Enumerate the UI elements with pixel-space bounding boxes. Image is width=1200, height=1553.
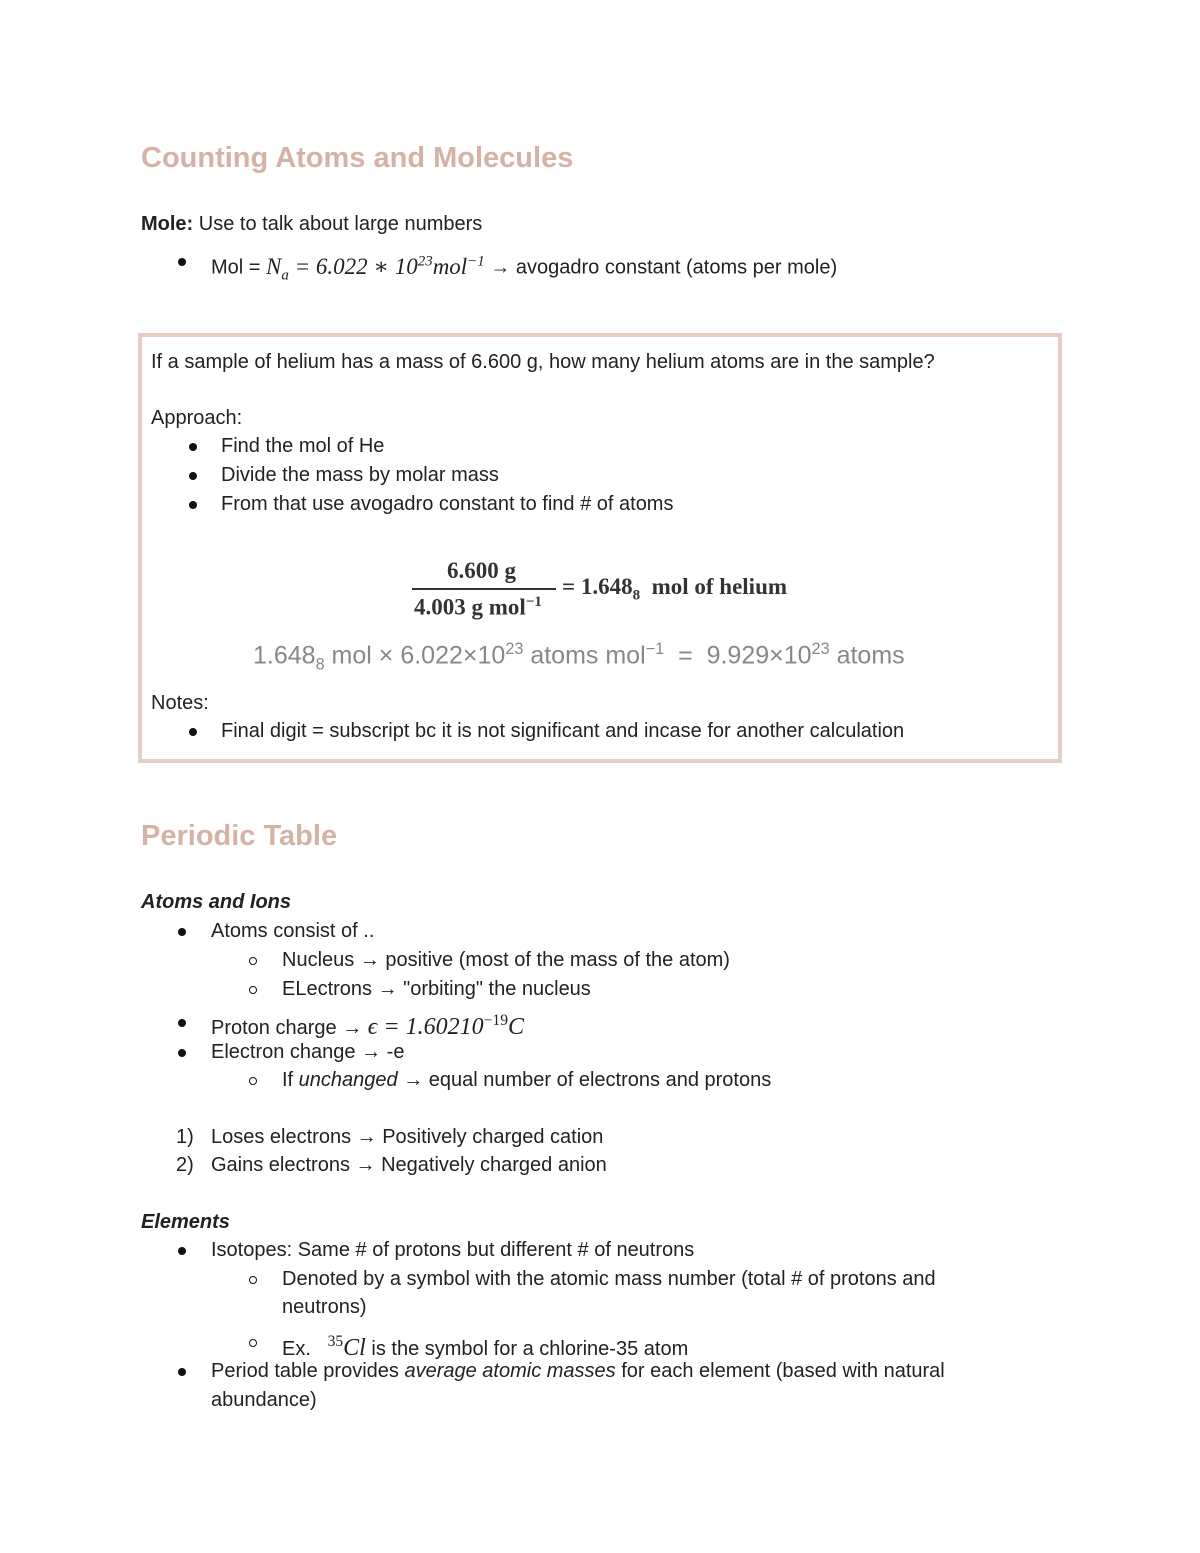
subheading-elements: Elements [141,1211,230,1233]
bullet-icon [189,472,197,480]
section-title-counting-atoms: Counting Atoms and Molecules [141,142,574,174]
approach-item: From that use avogadro constant to find # of atoms [221,493,674,515]
atoms-consist-item: Atoms consist of .. [211,920,375,942]
denoted-item-line1: Denoted by a symbol with the atomic mass number (total # of protons and [282,1268,936,1290]
circle-bullet-icon [249,1077,257,1085]
bullet-icon [189,443,197,451]
circle-bullet-icon [249,1276,257,1284]
bullet-icon [178,928,186,936]
section-title-periodic-table: Periodic Table [141,820,338,852]
chlorine-symbol: $^{35}$Cl [327,1333,366,1361]
period-table-item: Period table provides average atomic masses for each element (based with natural [211,1360,945,1382]
subheading-atoms-ions: Atoms and Ions [141,891,292,913]
bullet-icon [178,258,186,266]
unchanged-item: If unchanged → equal number of electrons and protons [282,1069,772,1091]
problem-question: If a sample of helium has a mass of 6.600 g, how many helium atoms are in the sample? [151,351,935,373]
approach-item: Find the mol of He [221,435,385,457]
example-item: Ex. $^{35}$Cl is the symbol for a chlorine-35 atom [282,1333,689,1361]
equation2-atoms: $1.648_8$ mol × $6.022\times 10^{23}$ atoms $mol^{-1} = 9.929\times 10^{23}$ atoms [253,640,905,674]
proton-charge-formula: $\epsilon = 1.60210^{-19}C$ [367,1012,525,1040]
notes-label: Notes: [151,692,209,714]
numbered-item: Gains electrons → Negatively charged anion [211,1154,607,1176]
approach-item: Divide the mass by molar mass [221,464,499,486]
bullet-icon [178,1247,186,1255]
notes-item: Final digit = subscript bc it is not significant and incase for another calculation [221,720,905,742]
bullet-icon [178,1019,186,1027]
numbered-item: Loses electrons → Positively charged cation [211,1126,604,1148]
bullet-icon [178,1049,186,1057]
period-table-item-line2: abundance) [211,1389,317,1411]
equation1-numerator: 6.600 g [447,558,516,583]
example-problem-box [138,333,1062,763]
avogadro-formula: $N_a = 6.022$ ∗ $10^{23}mol^{-1}$ [266,253,485,284]
list-number: 1) [176,1126,194,1148]
denoted-item-line2: neutrons) [282,1296,367,1318]
nucleus-item: Nucleus → positive (most of the mass of the atom) [282,949,730,971]
bullet-icon [189,501,197,509]
list-number: 2) [176,1154,194,1176]
circle-bullet-icon [249,986,257,994]
mole-definition [141,211,482,237]
avogadro-bullet: Mol = $N_a = 6.022$ ∗ $10^{23}mol^{-1}$ → avogadro constant (atoms per mole) [211,253,838,284]
bullet-icon [189,728,197,736]
proton-charge-item: Proton charge → $\epsilon = 1.60210^{-19}C$ [211,1012,525,1040]
circle-bullet-icon [249,957,257,965]
electron-change-item: Electron change → -e [211,1041,405,1063]
equation1-result: = $1.648_8$ mol of helium [562,574,788,604]
circle-bullet-icon [249,1339,257,1347]
mole-description: Use to talk about large numbers [193,213,483,235]
equation1-denominator: 4.003 g mol$^{-1}$ [414,594,542,620]
electrons-item: ELectrons → "orbiting" the nucleus [282,978,591,1000]
approach-label: Approach: [151,407,243,429]
fraction-bar [412,588,556,590]
isotopes-item: Isotopes: Same # of protons but different # of neutrons [211,1239,695,1261]
bullet-icon [178,1368,186,1376]
mole-label: Mole: [141,213,194,235]
